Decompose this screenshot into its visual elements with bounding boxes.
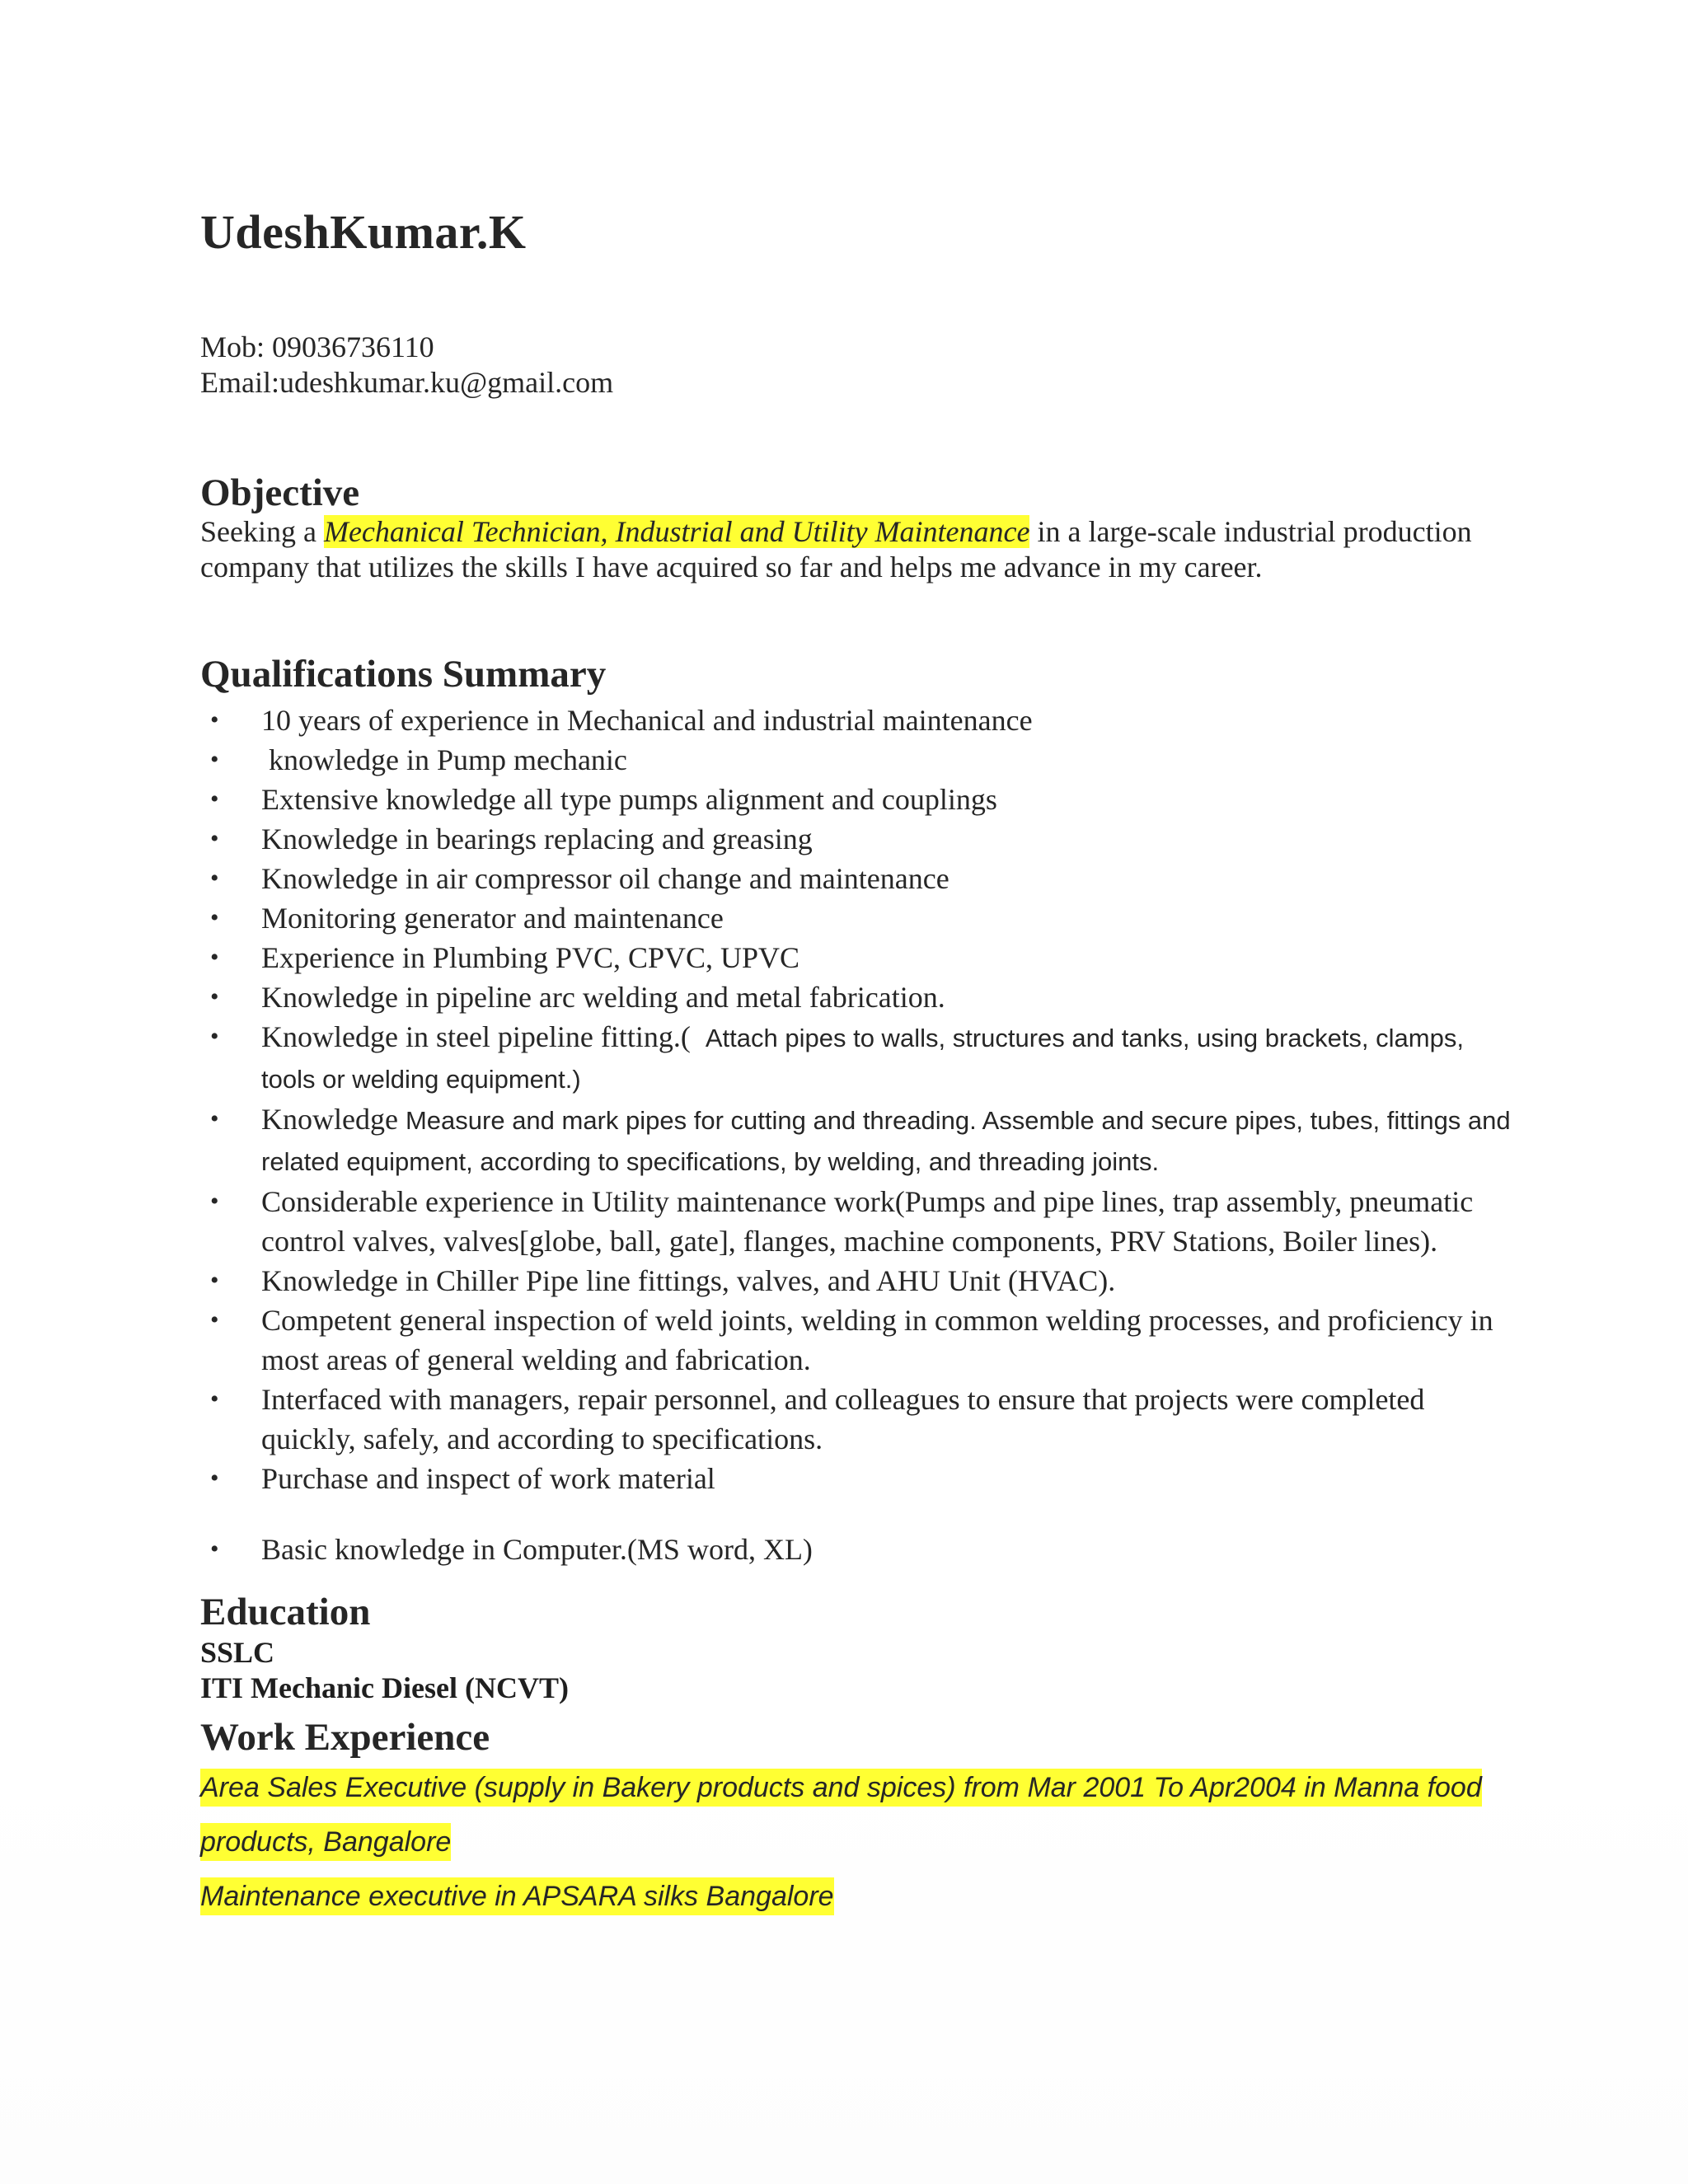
work-item [200,1760,1511,1815]
objective-highlight: Mechanical Technician, Industrial and Utility Maintenance [323,515,1030,548]
list-item [200,1459,1511,1498]
bullet-icon: • [210,904,219,931]
education-item: ITI Mechanic Diesel (NCVT) [200,1671,569,1704]
qualification-text: Considerable experience in Utility maintenance work(Pumps and pipe lines, trap assembly, pneumatic control valves, valves[globe, ball, gate], flanges, machine components, PRV Stations, Boiler lines). [261,1185,1474,1258]
qualification-text: Monitoring generator and maintenance [261,902,724,935]
candidate-name: UdeshKumar.K [200,205,527,259]
mobile-number: Mob: 09036736110 [200,330,434,363]
qualification-text: Competent general inspection of weld joints, welding in common welding processes, and proficiency in most areas of general welding and fabrication. [261,1304,1493,1376]
bullet-icon: • [210,1188,219,1215]
contact-block [200,330,1511,401]
qualification-detail: Measure and mark pipes for cutting and threading. Assemble and secure pipes, tubes, fittings and related equipment, according to specifications, by welding, and threading joints. [261,1106,1511,1176]
qualification-text: Knowledge in bearings replacing and greasing [261,823,813,855]
list-item [200,977,1511,1017]
qualification-text: Knowledge [261,1103,398,1136]
list-item [200,1530,1511,1569]
bullet-icon: • [210,1105,219,1132]
bullet-icon: • [210,785,219,813]
education-heading: Education [200,1591,371,1633]
qualification-text: Knowledge in air compressor oil change and maintenance [261,862,950,895]
qualification-text: Purchase and inspect of work material [261,1462,715,1495]
qualification-text: 10 years of experience in Mechanical and industrial maintenance [261,704,1033,737]
qualifications-heading: Qualifications Summary [200,653,607,696]
bullet-icon: • [210,1023,219,1050]
list-item [200,1261,1511,1301]
list-item [200,898,1511,938]
list-item [200,740,1511,780]
bullet-icon: • [210,1535,219,1563]
list-item [200,1099,1511,1182]
qualification-text: Extensive knowledge all type pumps alignment and couplings [261,783,997,816]
work-item-text: products, Bangalore [200,1823,451,1861]
list-item [200,1380,1511,1459]
objective-text [200,514,1511,585]
email-address: Email:udeshkumar.ku@gmail.com [200,366,614,399]
list-item [200,938,1511,977]
work-item [200,1869,1511,1924]
objective-suffix: in a large-scale industrial production company that utilizes the skills I have acquired so far and helps me advance in my career. [200,515,1472,583]
bullet-icon: • [210,706,219,733]
list-item [200,780,1511,819]
resume-content [200,190,1511,1924]
education-item: SSLC [200,1636,275,1669]
list-item [200,701,1511,740]
list-item [200,1182,1511,1261]
list-item [200,819,1511,859]
bullet-icon: • [210,825,219,852]
bullet-icon: • [210,1385,219,1413]
bullet-icon: • [210,944,219,971]
work-experience-heading: Work Experience [200,1716,490,1759]
bullet-icon: • [210,1465,219,1492]
qualifications-list [200,701,1511,1569]
bullet-icon: • [210,1306,219,1333]
list-item [200,1301,1511,1380]
list-item [200,859,1511,898]
objective-prefix: Seeking a [200,515,324,548]
qualification-detail: Attach pipes to walls, structures and tanks, using brackets, clamps, tools or welding equipment.) [261,1024,1464,1094]
bullet-icon: • [210,746,219,773]
qualification-text: knowledge in Pump mechanic [269,743,627,776]
qualification-text: Knowledge in pipeline arc welding and metal fabrication. [261,981,945,1014]
bullet-icon: • [210,1267,219,1294]
work-item [200,1815,1511,1869]
qualification-text: Interfaced with managers, repair personnel, and colleagues to ensure that projects were completed quickly, safely, and according to specifications. [261,1383,1425,1455]
qualification-text: Knowledge in Chiller Pipe line fittings, valves, and AHU Unit (HVAC). [261,1264,1116,1297]
bullet-icon: • [210,983,219,1010]
work-item-text: Maintenance executive in APSARA silks Bangalore [200,1877,834,1915]
bullet-icon: • [210,865,219,892]
qualification-text: Experience in Plumbing PVC, CPVC, UPVC [261,941,800,974]
qualification-text: Knowledge in steel pipeline fitting.( [261,1020,691,1053]
list-item [200,1017,1511,1099]
objective-heading: Objective [200,471,360,514]
qualification-text: Basic knowledge in Computer.(MS word, XL) [261,1533,813,1566]
work-item-text: Area Sales Executive (supply in Bakery products and spices) from Mar 2001 To Apr2004 in Manna food [200,1769,1482,1807]
